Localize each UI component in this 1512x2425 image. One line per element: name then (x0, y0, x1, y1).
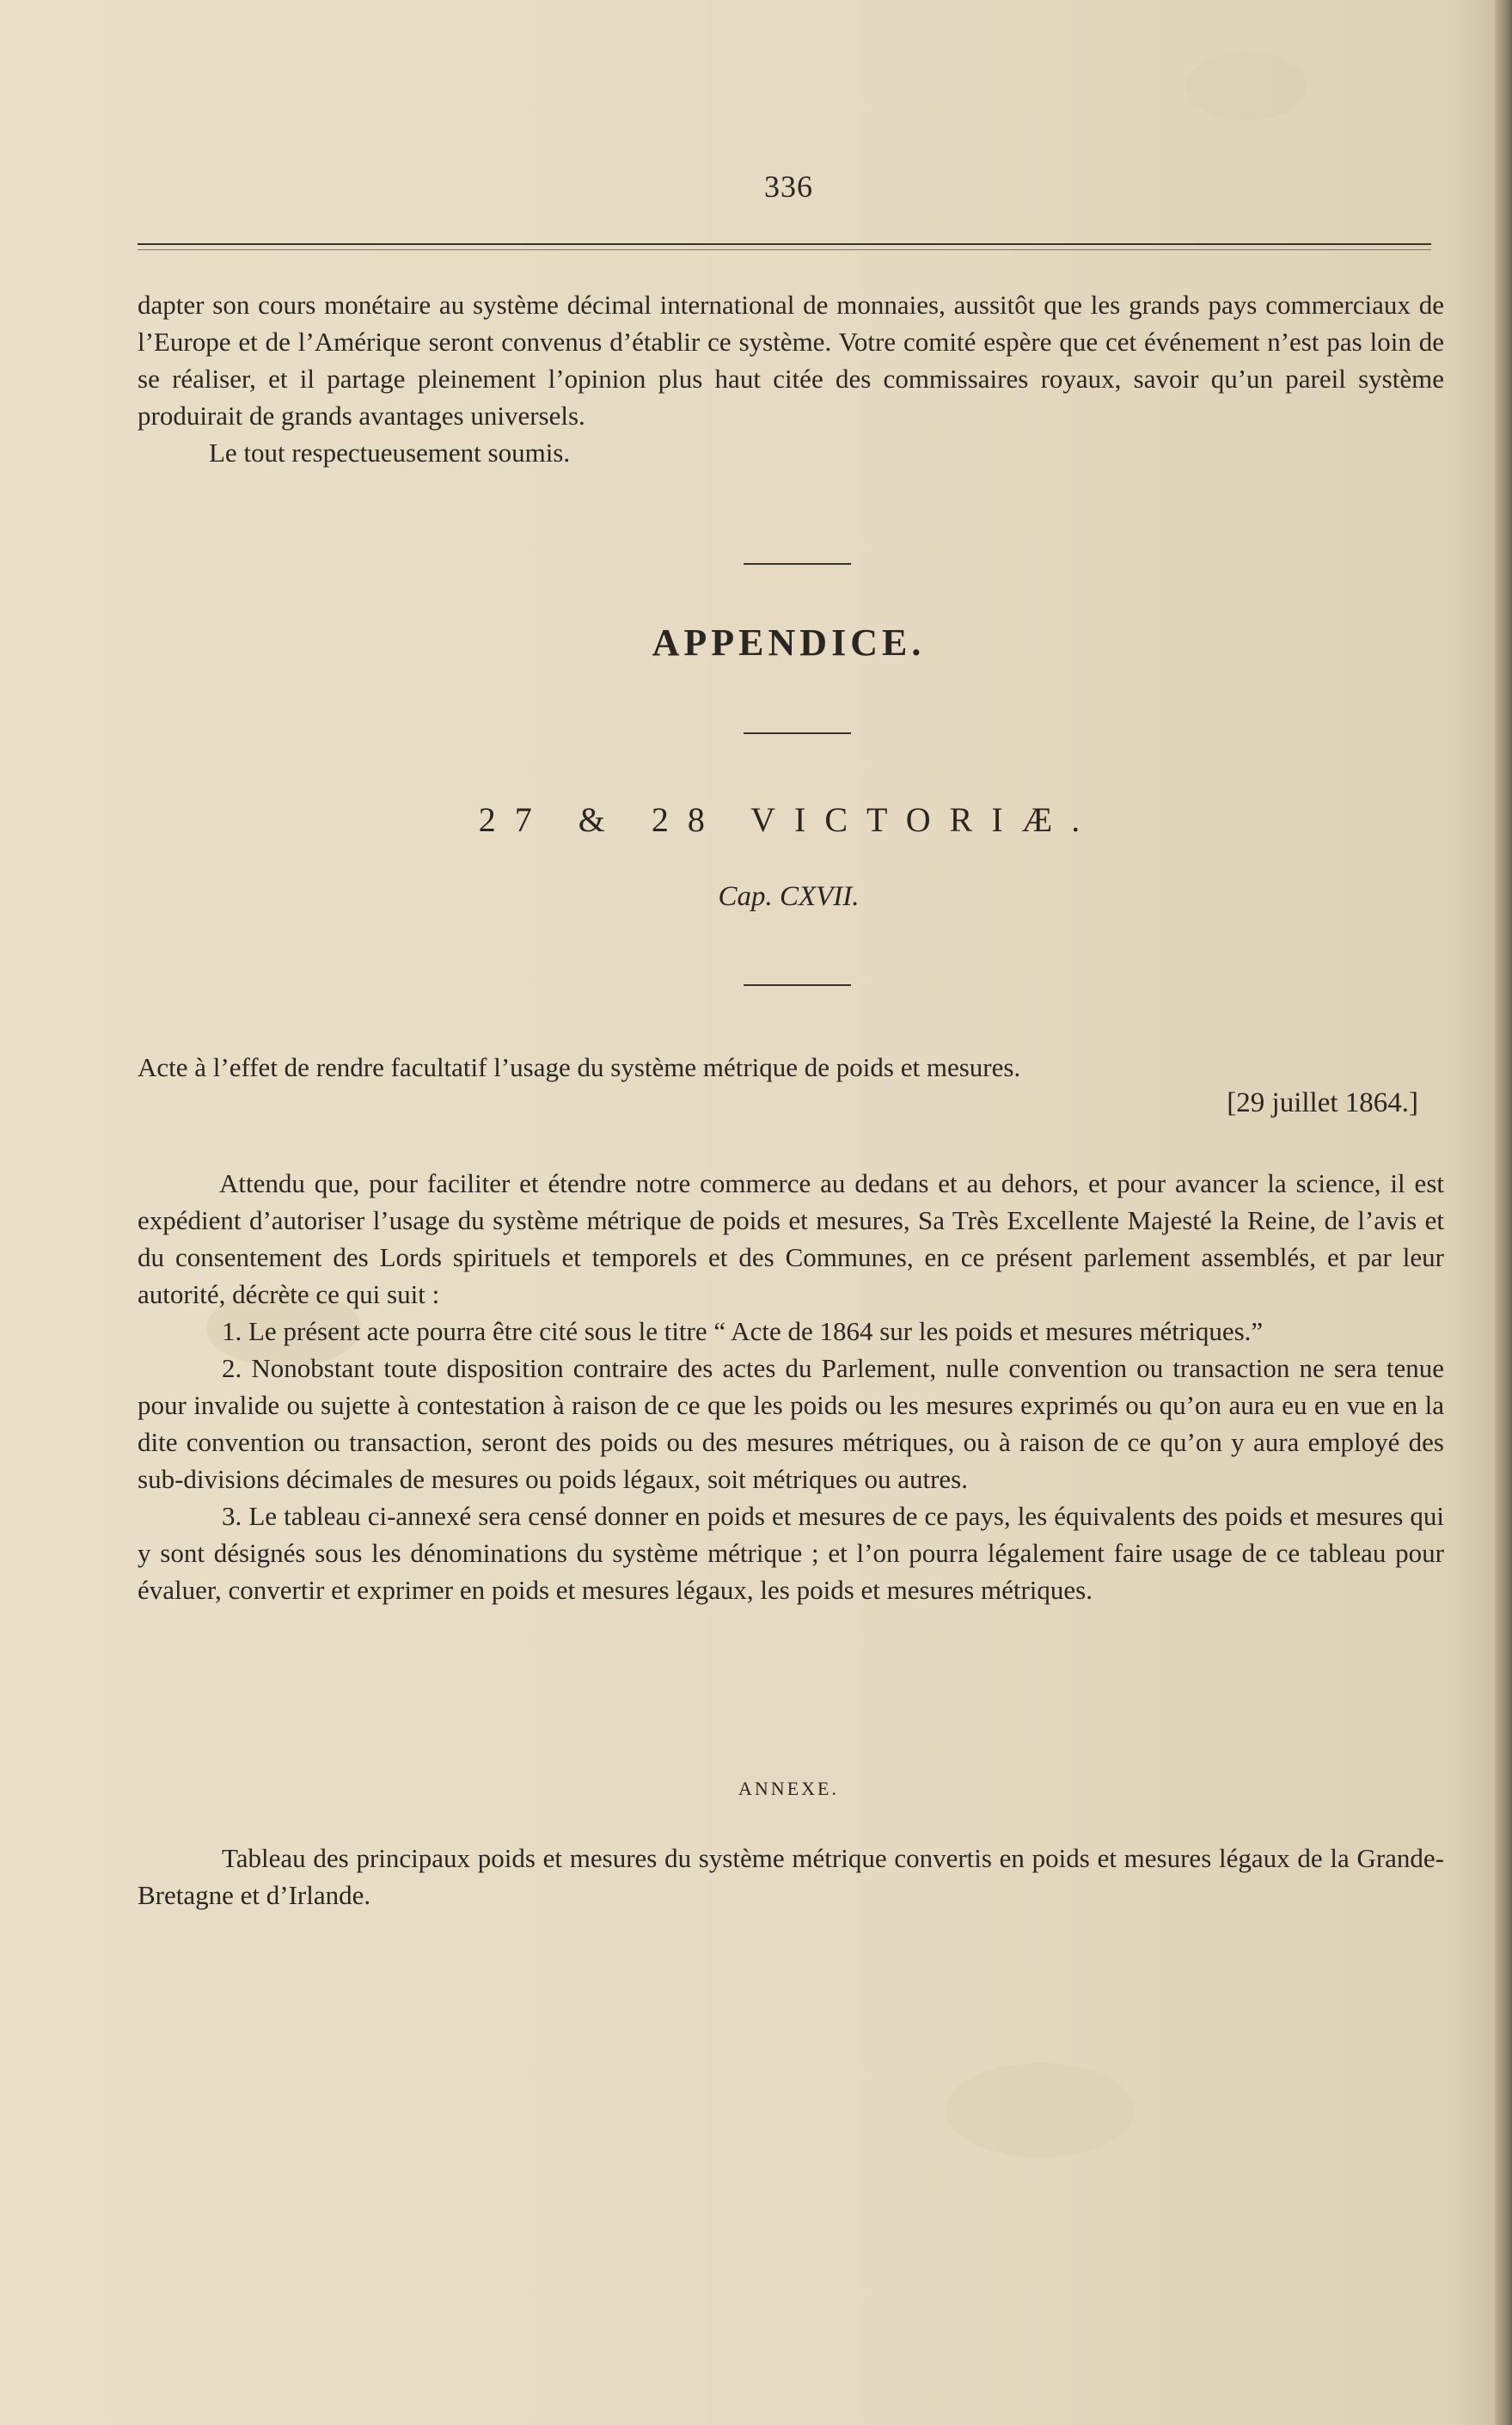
act-body (138, 1165, 1444, 1608)
page-spine-shadow (1495, 0, 1512, 2425)
header-rule (138, 243, 1431, 245)
section-divider (744, 984, 851, 986)
page-number: 336 (764, 169, 813, 204)
act-title: 27 & 28 VICTORIÆ. (478, 800, 1099, 839)
section-3: 3. Le tableau ci-annexé sera censé donner en poids et mesures de ce pays, les équivalents des poids et mesures qui y sont désignés sous les dénominations du système métrique ; et l’on pourra légalement faire usage de ce tableau pour évaluer, convertir et exprimer en poids et mesures légaux, les poids et mesures métriques. (138, 1501, 1444, 1605)
section-divider (744, 563, 851, 565)
annex-text: Tableau des principaux poids et mesures du système métrique convertis en poids et mesures légaux de la Grande-Bretagne et d’Irlande. (138, 1843, 1444, 1910)
act-description: Acte à l’effet de rendre facultatif l’usage du système métrique de poids et mesures. (138, 1052, 1021, 1082)
annex-title: ANNEXE. (738, 1778, 839, 1799)
section-divider (744, 732, 851, 734)
paper-stain (1186, 52, 1307, 120)
paper-stain (946, 2063, 1135, 2158)
preamble: Attendu que, pour faciliter et étendre notre commerce au dedans et au dehors, et pour avancer la science, il est expédient d’autoriser l’usage du système métrique de poids et mesures, Sa Très Excellente Majesté la Reine, de l’avis et du consentement des Lords spirituels et temporels et des Communes, en ce présent parlement assemblés, et par leur autorité, décrète ce qui suit : (138, 1168, 1444, 1309)
section-1: 1. Le présent acte pourra être cité sous le titre “ Acte de 1864 sur les poids et mesures métriques.” (222, 1316, 1264, 1346)
intro-section (138, 286, 1444, 471)
section-2: 2. Nonobstant toute disposition contraire des actes du Parlement, nulle convention ou transaction ne sera tenue pour invalide ou sujette à contestation à raison de ce que les poids ou les mesures exprimés ou qu’on aura eu en vue en la dite convention ou transaction, seront des poids ou des mesures métriques, ou à raison de ce qu’on y aura employé des sub-divisions décimales de mesures ou poids légaux, soit métriques ou autres. (138, 1353, 1444, 1494)
header-rule-secondary (138, 249, 1431, 250)
act-date: [29 juillet 1864.] (1227, 1087, 1418, 1118)
closing-line: Le tout respectueusement soumis. (209, 438, 571, 468)
chapter-number: Cap. CXVII. (718, 881, 860, 912)
appendix-title: APPENDICE. (652, 622, 926, 664)
annex-section (138, 1840, 1444, 1914)
intro-paragraph: dapter son cours monétaire au système décimal international de monnaies, aussitôt que les grands pays commerciaux de l’Europe et de l’Amérique seront convenus d’établir ce système. Votre comité espère que cet événement n’est pas loin de se réaliser, et il partage pleinement l’opinion plus haut citée des commissaires royaux, savoir qu’un pareil système produirait de grands avantages universels. (138, 290, 1444, 431)
